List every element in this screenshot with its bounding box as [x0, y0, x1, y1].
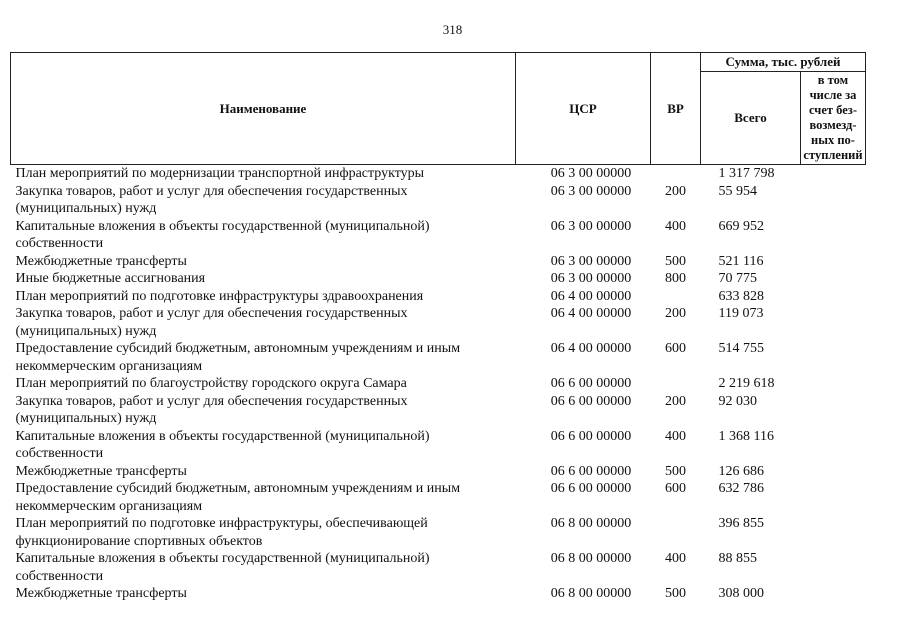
table-row: [11, 393, 866, 428]
row-csr: 06 6 00 00000: [550, 393, 632, 409]
row-gratuitous: [801, 480, 866, 515]
row-total: 1 368 116: [718, 428, 774, 444]
row-name: Межбюджетные трансферты: [15, 586, 187, 601]
table-row: [11, 428, 866, 463]
row-total: 514 755: [718, 341, 764, 356]
row-total: 633 828: [718, 288, 764, 304]
row-gratuitous: [801, 515, 866, 550]
row-vr: 500: [665, 586, 686, 601]
row-gratuitous: [801, 218, 866, 253]
row-total: 70 775: [718, 271, 757, 286]
row-name: План мероприятий по благоустройству городского округа Самара: [15, 376, 407, 391]
row-total: 119 073: [718, 306, 764, 321]
row-name: Предоставление субсидий бюджетным, автономным учреждениям и иным некоммерческим организациям: [15, 341, 461, 374]
header-gratuitous: в том числе за счет без-возмезд-ных по-ступлений: [801, 72, 866, 165]
row-vr: 200: [665, 183, 686, 199]
header-sum: Сумма, тыс. рублей: [701, 53, 866, 72]
row-total: 632 786: [718, 481, 764, 496]
row-gratuitous: [801, 288, 866, 306]
row-total: 1 317 798: [718, 166, 775, 181]
row-name: Закупка товаров, работ и услуг для обеспечения государственных (муниципальных) нужд: [15, 306, 408, 339]
table-row: [11, 340, 866, 375]
row-vr: 200: [665, 393, 686, 409]
page-number: 318: [442, 22, 463, 37]
table-row: [11, 305, 866, 340]
header-csr: ЦСР: [516, 53, 651, 165]
row-vr: 600: [665, 481, 686, 496]
row-total: 521 116: [718, 253, 764, 269]
row-name: План мероприятий по подготовке инфраструктуры здравоохранения: [15, 288, 424, 304]
row-vr: 600: [665, 341, 686, 356]
row-gratuitous: [801, 375, 866, 393]
row-total: 396 855: [718, 516, 764, 531]
row-gratuitous: [801, 428, 866, 463]
row-gratuitous: [801, 393, 866, 428]
row-name: Межбюджетные трансферты: [15, 463, 187, 479]
row-total: 669 952: [718, 218, 764, 234]
row-name: Иные бюджетные ассигнования: [15, 271, 206, 286]
header-total: Всего: [701, 72, 801, 165]
row-vr: 800: [665, 271, 686, 286]
row-name: План мероприятий по модернизации транспортной инфраструктуры: [15, 166, 425, 181]
row-gratuitous: [801, 340, 866, 375]
table-row: [11, 253, 866, 271]
row-csr: 06 3 00 00000: [550, 218, 632, 234]
row-gratuitous: [801, 585, 866, 603]
row-gratuitous: [801, 463, 866, 481]
row-csr: 06 6 00 00000: [550, 428, 632, 444]
row-name: План мероприятий по подготовке инфраструктуры, обеспечивающей функционирование спортивных объектов: [15, 516, 428, 549]
row-name: Межбюджетные трансферты: [15, 253, 187, 269]
table-row: [11, 375, 866, 393]
row-vr: 500: [665, 463, 686, 479]
row-total: 92 030: [718, 393, 757, 409]
table-row: [11, 270, 866, 288]
row-vr: [651, 288, 701, 306]
row-name: Капитальные вложения в объекты государственной (муниципальной) собственности: [15, 428, 430, 461]
row-vr: [651, 375, 701, 393]
row-vr: 500: [665, 253, 686, 269]
budget-table: [10, 52, 866, 603]
table-body: [11, 165, 866, 603]
table-row: [11, 515, 866, 550]
row-name: Предоставление субсидий бюджетным, автономным учреждениям и иным некоммерческим организациям: [15, 481, 461, 514]
row-total: 88 855: [718, 551, 757, 566]
table-row: [11, 288, 866, 306]
row-total: 55 954: [718, 183, 757, 199]
row-gratuitous: [801, 165, 866, 183]
table-row: [11, 585, 866, 603]
row-total: 126 686: [718, 463, 764, 479]
row-gratuitous: [801, 550, 866, 585]
row-csr: 06 4 00 00000: [550, 288, 632, 304]
table-row: [11, 550, 866, 585]
row-csr: 06 3 00 00000: [550, 183, 632, 199]
row-csr: 06 4 00 00000: [550, 306, 632, 321]
row-csr: 06 8 00 00000: [550, 516, 632, 531]
row-vr: 200: [665, 306, 686, 321]
row-csr: 06 8 00 00000: [550, 551, 632, 566]
row-csr: 06 6 00 00000: [550, 481, 632, 496]
row-gratuitous: [801, 253, 866, 271]
table-header: [11, 53, 866, 165]
table-row: [11, 183, 866, 218]
row-vr: [651, 515, 701, 550]
table-row: [11, 218, 866, 253]
row-total: 308 000: [718, 586, 764, 601]
row-name: Закупка товаров, работ и услуг для обеспечения государственных (муниципальных) нужд: [15, 393, 408, 426]
table-row: [11, 463, 866, 481]
row-gratuitous: [801, 270, 866, 288]
row-csr: 06 3 00 00000: [550, 271, 632, 286]
row-gratuitous: [801, 305, 866, 340]
table-row: [11, 480, 866, 515]
row-gratuitous: [801, 183, 866, 218]
row-csr: 06 6 00 00000: [550, 463, 632, 479]
row-vr: 400: [665, 218, 686, 234]
row-csr: 06 3 00 00000: [550, 166, 632, 181]
row-vr: 400: [665, 428, 686, 444]
header-vr: ВР: [651, 53, 701, 165]
row-name: Капитальные вложения в объекты государственной (муниципальной) собственности: [15, 218, 430, 251]
row-vr: 400: [665, 551, 686, 566]
row-csr: 06 8 00 00000: [550, 586, 632, 601]
row-csr: 06 6 00 00000: [550, 376, 632, 391]
table-row: [11, 165, 866, 183]
row-vr: [651, 165, 701, 183]
row-name: Капитальные вложения в объекты государственной (муниципальной) собственности: [15, 551, 430, 584]
row-csr: 06 4 00 00000: [550, 341, 632, 356]
header-name: Наименование: [11, 53, 516, 165]
row-name: Закупка товаров, работ и услуг для обеспечения государственных (муниципальных) нужд: [15, 183, 408, 216]
row-csr: 06 3 00 00000: [550, 253, 632, 269]
row-total: 2 219 618: [718, 376, 775, 391]
